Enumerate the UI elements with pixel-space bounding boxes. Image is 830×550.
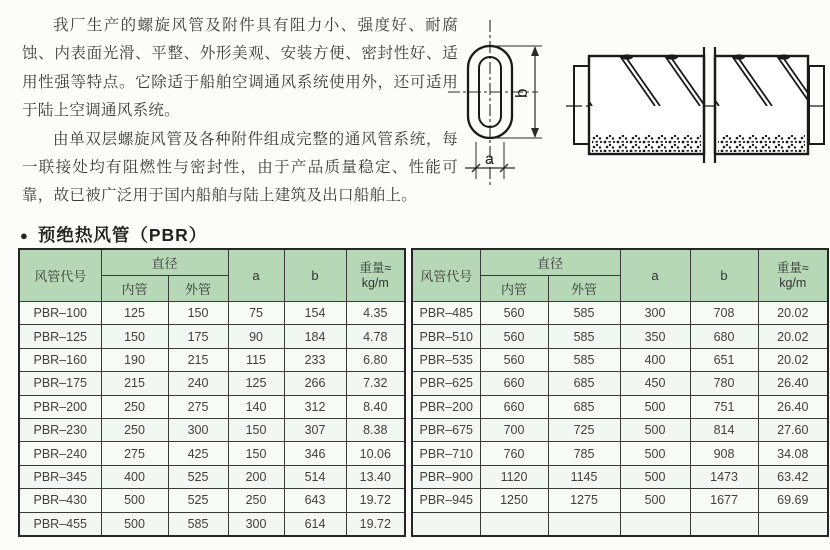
- table-cell: 300: [228, 512, 284, 536]
- table-row: [412, 325, 828, 348]
- header-diameter: 直径: [101, 249, 228, 276]
- table-cell: 585: [168, 512, 228, 536]
- table-cell: 233: [284, 348, 346, 371]
- header-outer: 外管: [548, 276, 620, 302]
- table-cell: 250: [101, 418, 168, 441]
- table-row: [19, 465, 405, 488]
- table-cell: 300: [620, 302, 690, 325]
- table-cell: 660: [480, 395, 548, 418]
- intro-text-block: [22, 12, 458, 211]
- table-row: [412, 348, 828, 371]
- intro-paragraph-1: 我厂生产的螺旋风管及附件具有阻力小、强度好、耐腐蚀、内表面光滑、平整、外形美观、安装方便、密封性好、适用性强等特点。它除适于船舶空调通风系统使用外，还可适用于陆上空调通风系统。: [22, 17, 458, 120]
- header-code: 风管代号: [19, 249, 101, 302]
- table-cell: 751: [690, 395, 758, 418]
- table-row: [412, 465, 828, 488]
- table-cell: 90: [228, 325, 284, 348]
- table-cell: 175: [168, 325, 228, 348]
- pbr-table-left: [18, 248, 406, 537]
- table-cell: 560: [480, 325, 548, 348]
- table-cell: 814: [690, 418, 758, 441]
- header-weight: 重量≈ kg/m: [346, 249, 405, 302]
- table-cell: 700: [480, 418, 548, 441]
- table-cell: PBR–240: [19, 442, 101, 465]
- table-row: [412, 395, 828, 418]
- table-cell: 312: [284, 395, 346, 418]
- header-inner: 内管: [101, 276, 168, 302]
- table-cell: PBR–200: [412, 395, 480, 418]
- table-cell: [690, 512, 758, 536]
- table-row: [19, 442, 405, 465]
- section-title: [20, 222, 207, 247]
- table-cell: 150: [228, 418, 284, 441]
- table-cell: 307: [284, 418, 346, 441]
- table-cell: 500: [620, 489, 690, 512]
- table-cell: PBR–100: [19, 302, 101, 325]
- table-cell: PBR–710: [412, 442, 480, 465]
- table-cell: [758, 512, 828, 536]
- table-cell: 6.80: [346, 348, 405, 371]
- table-row: [19, 302, 405, 325]
- table-cell: 514: [284, 465, 346, 488]
- table-cell: 150: [228, 442, 284, 465]
- table-cell: PBR–345: [19, 465, 101, 488]
- table-cell: 300: [168, 418, 228, 441]
- table-cell: 250: [101, 395, 168, 418]
- table-cell: 585: [548, 348, 620, 371]
- table-cell: PBR–125: [19, 325, 101, 348]
- table-cell: [480, 512, 548, 536]
- table-cell: 19.72: [346, 489, 405, 512]
- table-cell: 20.02: [758, 325, 828, 348]
- table-row: [19, 418, 405, 441]
- table-cell: 450: [620, 372, 690, 395]
- header-outer: 外管: [168, 276, 228, 302]
- figures-area: [438, 8, 830, 218]
- intro-paragraph-2: 由单双层螺旋风管及各种附件组成完整的通风管系统，每一联接处均有阻燃性与密封性，由于产品质量稳定、性能可靠，故已被广泛用于国内船舶与陆上建筑及出口船舶上。: [22, 130, 458, 205]
- table-cell: 585: [548, 325, 620, 348]
- table-cell: 200: [228, 465, 284, 488]
- table-cell: PBR–455: [19, 512, 101, 536]
- table-cell: 560: [480, 302, 548, 325]
- table-cell: 63.42: [758, 465, 828, 488]
- table-cell: 19.72: [346, 512, 405, 536]
- table-cell: 26.40: [758, 372, 828, 395]
- table-cell: 75: [228, 302, 284, 325]
- table-row: [412, 442, 828, 465]
- table-cell: 275: [168, 395, 228, 418]
- table-cell: 725: [548, 418, 620, 441]
- table-cell: 8.38: [346, 418, 405, 441]
- dim-a-label: a: [485, 151, 494, 168]
- table-cell: PBR–535: [412, 348, 480, 371]
- table-cell: 660: [480, 372, 548, 395]
- table-cell: 1677: [690, 489, 758, 512]
- table-row: [412, 489, 828, 512]
- table-cell: 651: [690, 348, 758, 371]
- table-cell: 560: [480, 348, 548, 371]
- table-cell: PBR–175: [19, 372, 101, 395]
- table-cell: 7.32: [346, 372, 405, 395]
- table-row: [412, 372, 828, 395]
- table-cell: 190: [101, 348, 168, 371]
- table-cell: 780: [690, 372, 758, 395]
- header-a: a: [228, 249, 284, 302]
- table-cell: 400: [101, 465, 168, 488]
- table-cell: 785: [548, 442, 620, 465]
- table-cell: 275: [101, 442, 168, 465]
- table-cell: 125: [101, 302, 168, 325]
- table-cell: 908: [690, 442, 758, 465]
- table-row: [19, 395, 405, 418]
- spiral-duct-side-diagram: [564, 32, 826, 192]
- table-cell: 1120: [480, 465, 548, 488]
- table-cell: 154: [284, 302, 346, 325]
- table-cell: 500: [620, 442, 690, 465]
- spec-tables: [18, 248, 829, 537]
- dim-b-label: b: [512, 88, 531, 98]
- table-cell: 150: [101, 325, 168, 348]
- table-cell: 240: [168, 372, 228, 395]
- header-b: b: [284, 249, 346, 302]
- table-cell: 150: [168, 302, 228, 325]
- table-cell: 1473: [690, 465, 758, 488]
- table-cell: PBR–675: [412, 418, 480, 441]
- table-cell: 525: [168, 465, 228, 488]
- table-cell: 4.35: [346, 302, 405, 325]
- table-cell: 425: [168, 442, 228, 465]
- table-cell: PBR–625: [412, 372, 480, 395]
- table-cell: 13.40: [346, 465, 405, 488]
- table-cell: 685: [548, 395, 620, 418]
- table-cell: 500: [101, 489, 168, 512]
- table-cell: 250: [228, 489, 284, 512]
- table-cell: 680: [690, 325, 758, 348]
- table-cell: 500: [101, 512, 168, 536]
- header-code: 风管代号: [412, 249, 480, 302]
- table-cell: 20.02: [758, 348, 828, 371]
- table-cell: 500: [620, 465, 690, 488]
- table-cell: 500: [620, 418, 690, 441]
- table-cell: 500: [620, 395, 690, 418]
- table-cell: PBR–485: [412, 302, 480, 325]
- header-b: b: [690, 249, 758, 302]
- table-cell: 20.02: [758, 302, 828, 325]
- table-cell: 685: [548, 372, 620, 395]
- table-cell: 614: [284, 512, 346, 536]
- header-weight: 重量≈ kg/m: [758, 249, 828, 302]
- table-cell: 1145: [548, 465, 620, 488]
- table-cell: PBR–160: [19, 348, 101, 371]
- table-row: [19, 489, 405, 512]
- table-row: [19, 325, 405, 348]
- table-row: [19, 512, 405, 536]
- header-diameter: 直径: [480, 249, 620, 276]
- table-cell: 125: [228, 372, 284, 395]
- table-cell: 115: [228, 348, 284, 371]
- table-cell: 400: [620, 348, 690, 371]
- table-cell: 4.78: [346, 325, 405, 348]
- table-header: [19, 249, 405, 302]
- table-cell: 69.69: [758, 489, 828, 512]
- table-cell: 266: [284, 372, 346, 395]
- table-cell: 1275: [548, 489, 620, 512]
- table-row: [412, 302, 828, 325]
- table-cell: PBR–230: [19, 418, 101, 441]
- table-cell: PBR–900: [412, 465, 480, 488]
- table-row: [412, 512, 828, 536]
- table-cell: 585: [548, 302, 620, 325]
- table-cell: 350: [620, 325, 690, 348]
- table-cell: 140: [228, 395, 284, 418]
- table-cell: 346: [284, 442, 346, 465]
- table-cell: 34.08: [758, 442, 828, 465]
- pbr-table-right: [411, 248, 829, 537]
- duct-cross-section-diagram: [438, 16, 573, 211]
- table-cell: [548, 512, 620, 536]
- table-cell: 27.60: [758, 418, 828, 441]
- table-cell: 215: [168, 348, 228, 371]
- table-cell: 184: [284, 325, 346, 348]
- table-cell: [620, 512, 690, 536]
- bullet-icon: ●: [20, 228, 29, 243]
- table-row: [412, 418, 828, 441]
- table-cell: 525: [168, 489, 228, 512]
- table-row: [19, 348, 405, 371]
- table-cell: 760: [480, 442, 548, 465]
- table-cell: 1250: [480, 489, 548, 512]
- table-cell: [412, 512, 480, 536]
- header-inner: 内管: [480, 276, 548, 302]
- header-a: a: [620, 249, 690, 302]
- table-cell: PBR–200: [19, 395, 101, 418]
- table-cell: PBR–945: [412, 489, 480, 512]
- table-cell: 643: [284, 489, 346, 512]
- table-row: [19, 372, 405, 395]
- table-cell: PBR–430: [19, 489, 101, 512]
- table-cell: 10.06: [346, 442, 405, 465]
- table-cell: 708: [690, 302, 758, 325]
- table-cell: 215: [101, 372, 168, 395]
- table-header: [412, 249, 828, 302]
- section-title-text: 预绝热风管（PBR）: [37, 225, 208, 245]
- table-cell: 8.40: [346, 395, 405, 418]
- table-cell: 26.40: [758, 395, 828, 418]
- table-cell: PBR–510: [412, 325, 480, 348]
